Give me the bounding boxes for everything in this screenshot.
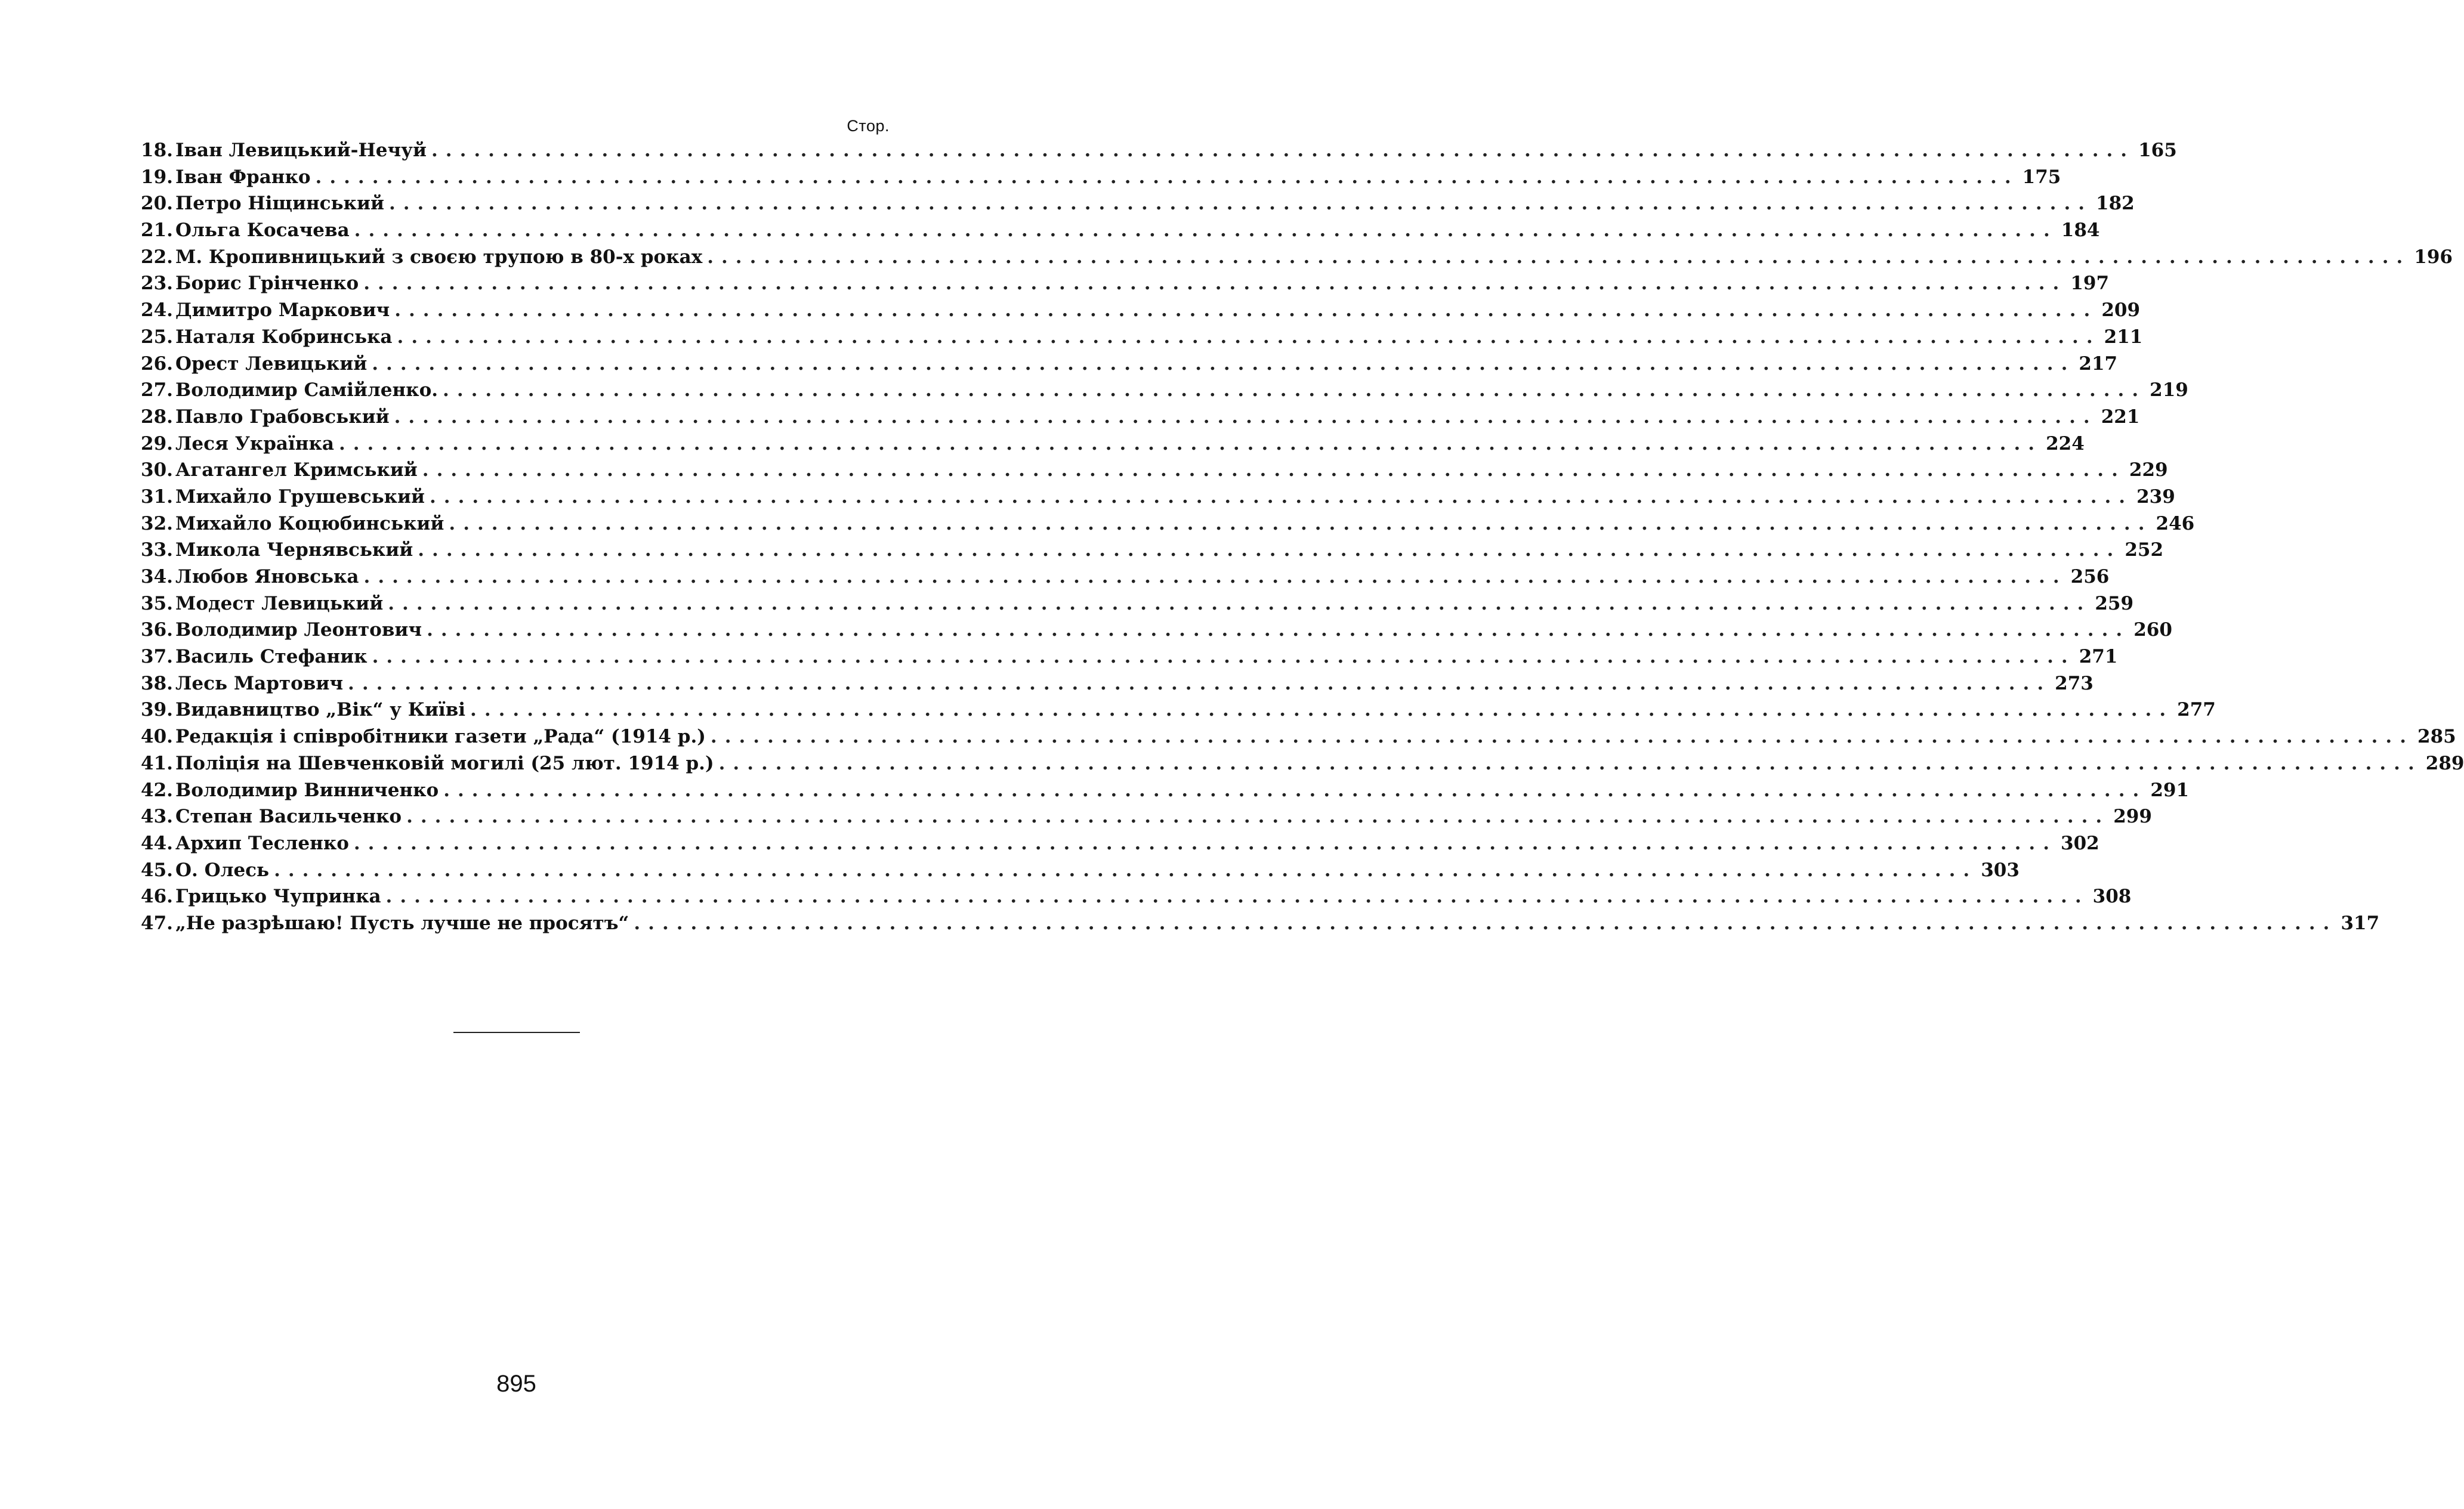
- toc-entry: [141, 190, 2135, 217]
- toc-entry: [141, 404, 2140, 431]
- toc-entry-title: Орест Левицький: [175, 352, 368, 375]
- toc-entry: [141, 377, 2188, 404]
- toc-entry-page: 211: [2104, 326, 2143, 348]
- page-column-label: Стор.: [847, 117, 890, 135]
- toc-leader-dots: ........................................................................................................................: [372, 352, 2076, 375]
- toc-entry: [141, 244, 2453, 271]
- toc-entry: [141, 297, 2141, 324]
- toc-entry-number: 30.: [141, 459, 173, 481]
- toc-entry-page: 239: [2136, 486, 2175, 508]
- toc-leader-dots: ........................................................................................................................: [388, 592, 2092, 614]
- toc-entry: [141, 324, 2143, 351]
- toc-entry-page: 224: [2046, 432, 2085, 454]
- toc-entry-title: Іван Левицький-Нечуй: [175, 140, 427, 161]
- toc-entry: [141, 723, 2456, 750]
- toc-entry-title: Павло Грабовський: [175, 406, 390, 428]
- toc-entry: [141, 431, 2085, 457]
- toc-entry-page: 209: [2101, 299, 2141, 321]
- toc-entry: [141, 670, 2094, 697]
- toc-entry-number: 36.: [141, 619, 173, 641]
- toc-entry-number: 28.: [141, 406, 173, 428]
- toc-entry-title: Редакція і співробітники газети „Рада“ (1914 р.): [175, 726, 706, 748]
- toc-entry-title: Лесь Мартович: [175, 672, 344, 694]
- toc-entry: [141, 351, 2118, 378]
- toc-entry: [141, 857, 2020, 884]
- toc-entry-page: 259: [2095, 592, 2134, 614]
- toc-entry-number: 44.: [141, 832, 173, 854]
- toc-entry-page: 273: [2055, 672, 2094, 694]
- toc-entry: [141, 644, 2118, 670]
- toc-entry: [141, 137, 2177, 164]
- toc-entry: [141, 511, 2195, 537]
- toc-entry-page: 271: [2079, 646, 2118, 668]
- toc-leader-dots: ........................................................................................................................: [422, 459, 2126, 481]
- toc-entry-number: 31.: [141, 486, 173, 508]
- toc-entry-title: Микола Чернявський: [175, 539, 413, 561]
- toc-entry-page: 303: [1981, 859, 2020, 881]
- toc-entry-number: 32.: [141, 512, 173, 534]
- toc-leader-dots: ........................................................................................................................: [363, 566, 2067, 587]
- toc-entry-number: 21.: [141, 219, 173, 242]
- toc-leader-dots: ........................................................................................................................: [470, 699, 2174, 721]
- toc-leader-dots: ........................................................................................................................: [443, 779, 2147, 801]
- toc-entry: [141, 564, 2110, 590]
- toc-leader-dots: ........................................................................................................................: [388, 193, 2093, 215]
- toc-entry: [141, 590, 2134, 617]
- toc-leader-dots: ........................................................................................................................: [418, 539, 2122, 561]
- toc-entry-page: 256: [2070, 566, 2110, 587]
- toc-entry-title: М. Кропивницький з своєю трупою в 80-х роках: [175, 246, 703, 268]
- table-of-contents: [141, 137, 2464, 937]
- toc-entry-number: 39.: [141, 699, 173, 721]
- toc-entry-title: Видавництво „Вік“ у Київі: [175, 699, 466, 721]
- toc-leader-dots: ........................................................................................................................: [372, 646, 2076, 668]
- toc-entry-page: 184: [2061, 219, 2100, 242]
- toc-entry-title: Леся Українка: [175, 432, 334, 454]
- toc-entry-title: Архип Тесленко: [175, 832, 349, 854]
- toc-entry-number: 46.: [141, 886, 173, 908]
- toc-entry-page: 221: [2101, 406, 2140, 428]
- toc-entry-number: 35.: [141, 592, 173, 614]
- toc-leader-dots: ........................................................................................................................: [431, 140, 2135, 161]
- toc-entry-page: 175: [2022, 166, 2061, 188]
- toc-entry-title: „Не разрѣшаю! Пусть лучше не просятъ“: [175, 912, 629, 934]
- toc-entry: [141, 910, 2380, 937]
- toc-leader-dots: ........................................................................................................................: [394, 406, 2098, 428]
- toc-entry-page: 299: [2113, 806, 2152, 828]
- toc-entry-number: 19.: [141, 166, 173, 188]
- toc-entry-page: 260: [2133, 619, 2172, 641]
- toc-entry-number: 38.: [141, 672, 173, 694]
- toc-entry-page: 317: [2341, 912, 2380, 934]
- toc-entry-title: Любов Яновська: [175, 566, 359, 587]
- toc-entry-title: Володимир Винниченко: [175, 779, 439, 801]
- toc-leader-dots: ........................................................................................................................: [634, 912, 2338, 934]
- toc-entry-title: Михайло Грушевський: [175, 486, 425, 508]
- toc-entry: [141, 830, 2099, 857]
- toc-entry-page: 182: [2096, 193, 2135, 215]
- toc-entry-number: 24.: [141, 299, 173, 321]
- toc-entry-page: 308: [2092, 886, 2132, 908]
- toc-entry-number: 27.: [141, 379, 173, 401]
- toc-entry-page: 196: [2414, 246, 2453, 268]
- toc-entry-page: 302: [2061, 832, 2099, 854]
- end-rule: [453, 1032, 580, 1033]
- toc-entry-title: Василь Стефаник: [175, 646, 368, 668]
- toc-entry-title: Володимир Леонтович: [175, 619, 422, 641]
- toc-leader-dots: ........................................................................................................................: [338, 432, 2043, 454]
- toc-entry-page: 217: [2079, 352, 2118, 375]
- toc-entry: [141, 484, 2175, 511]
- toc-entry-title: Грицько Чупринка: [175, 886, 381, 908]
- toc-entry-page: 289: [2425, 752, 2464, 774]
- toc-entry: [141, 164, 2061, 191]
- toc-entry-number: 26.: [141, 352, 173, 375]
- toc-entry-title: Степан Васильченко: [175, 806, 402, 828]
- toc-entry-number: 20.: [141, 193, 173, 215]
- toc-entry-title: Модест Левицький: [175, 592, 384, 614]
- toc-leader-dots: ........................................................................................................................: [449, 512, 2153, 534]
- toc-entry-page: 229: [2129, 459, 2168, 481]
- toc-entry-number: 34.: [141, 566, 173, 587]
- toc-entry-number: 25.: [141, 326, 173, 348]
- toc-leader-dots: ........................................................................................................................: [394, 299, 2098, 321]
- toc-entry-number: 43.: [141, 806, 173, 828]
- toc-entry-page: 291: [2150, 779, 2190, 801]
- toc-entry-title: Димитро Маркович: [175, 299, 390, 321]
- toc-entry-title: Ольга Косачева: [175, 219, 350, 242]
- toc-leader-dots: ........................................................................................................................: [430, 486, 2133, 508]
- toc-leader-dots: ........................................................................................................................: [406, 806, 2110, 828]
- toc-entry-number: 41.: [141, 752, 173, 774]
- toc-entry: [141, 270, 2110, 297]
- toc-entry-number: 33.: [141, 539, 173, 561]
- toc-entry: [141, 537, 2164, 564]
- toc-entry-page: 246: [2156, 512, 2195, 534]
- toc-leader-dots: ........................................................................................................................: [427, 619, 2130, 641]
- toc-entry-title: Володимир Самійленко.: [175, 379, 439, 401]
- toc-leader-dots: ........................................................................................................................: [315, 166, 2019, 188]
- toc-entry-number: 45.: [141, 859, 173, 881]
- toc-entry: [141, 617, 2172, 644]
- toc-entry-number: 37.: [141, 646, 173, 668]
- page-number: 895: [496, 1371, 536, 1397]
- toc-entry-page: 197: [2070, 273, 2110, 295]
- toc-leader-dots: ........................................................................................................................: [363, 273, 2067, 295]
- toc-entry: [141, 777, 2190, 804]
- toc-entry-number: 40.: [141, 726, 173, 748]
- toc-entry: [141, 750, 2464, 777]
- toc-entry-title: Іван Франко: [175, 166, 311, 188]
- toc-entry-number: 23.: [141, 273, 173, 295]
- toc-entry-number: 29.: [141, 432, 173, 454]
- toc-leader-dots: ........................................................................................................................: [348, 672, 2052, 694]
- toc-leader-dots: ........................................................................................................................: [385, 886, 2089, 908]
- toc-entry-number: 47.: [141, 912, 173, 934]
- toc-entry-page: 285: [2417, 726, 2456, 748]
- toc-entry-title: О. Олесь: [175, 859, 270, 881]
- toc-entry: [141, 697, 2216, 723]
- toc-entry-title: Поліція на Шевченковій могилі (25 лют. 1914 р.): [175, 752, 714, 774]
- toc-entry-title: Михайло Коцюбинський: [175, 512, 444, 534]
- toc-entry-page: 277: [2177, 699, 2216, 721]
- toc-entry-number: 22.: [141, 246, 173, 268]
- toc-entry: [141, 457, 2168, 484]
- toc-entry-number: 42.: [141, 779, 173, 801]
- toc-leader-dots: ........................................................................................................................: [718, 752, 2422, 774]
- toc-entry-title: Петро Ніщинський: [175, 193, 384, 215]
- toc-entry-title: Наталя Кобринська: [175, 326, 393, 348]
- toc-entry-page: 219: [2150, 379, 2188, 401]
- toc-leader-dots: ........................................................................................................................: [707, 246, 2411, 268]
- toc-entry: [141, 217, 2100, 244]
- toc-leader-dots: ........................................................................................................................: [353, 832, 2057, 854]
- toc-entry: [141, 883, 2132, 910]
- toc-entry-title: Агатангел Кримський: [175, 459, 418, 481]
- toc-leader-dots: ........................................................................................................................: [397, 326, 2101, 348]
- toc-entry-number: 18.: [141, 140, 173, 161]
- toc-leader-dots: ........................................................................................................................: [274, 859, 1978, 881]
- toc-leader-dots: ........................................................................................................................: [710, 726, 2414, 748]
- toc-entry-page: 165: [2138, 140, 2177, 161]
- toc-entry-page: 252: [2125, 539, 2164, 561]
- toc-entry: [141, 803, 2152, 830]
- toc-entry-title: Борис Грінченко: [175, 273, 359, 295]
- toc-leader-dots: ........................................................................................................................: [443, 379, 2147, 401]
- toc-leader-dots: ........................................................................................................................: [354, 219, 2058, 242]
